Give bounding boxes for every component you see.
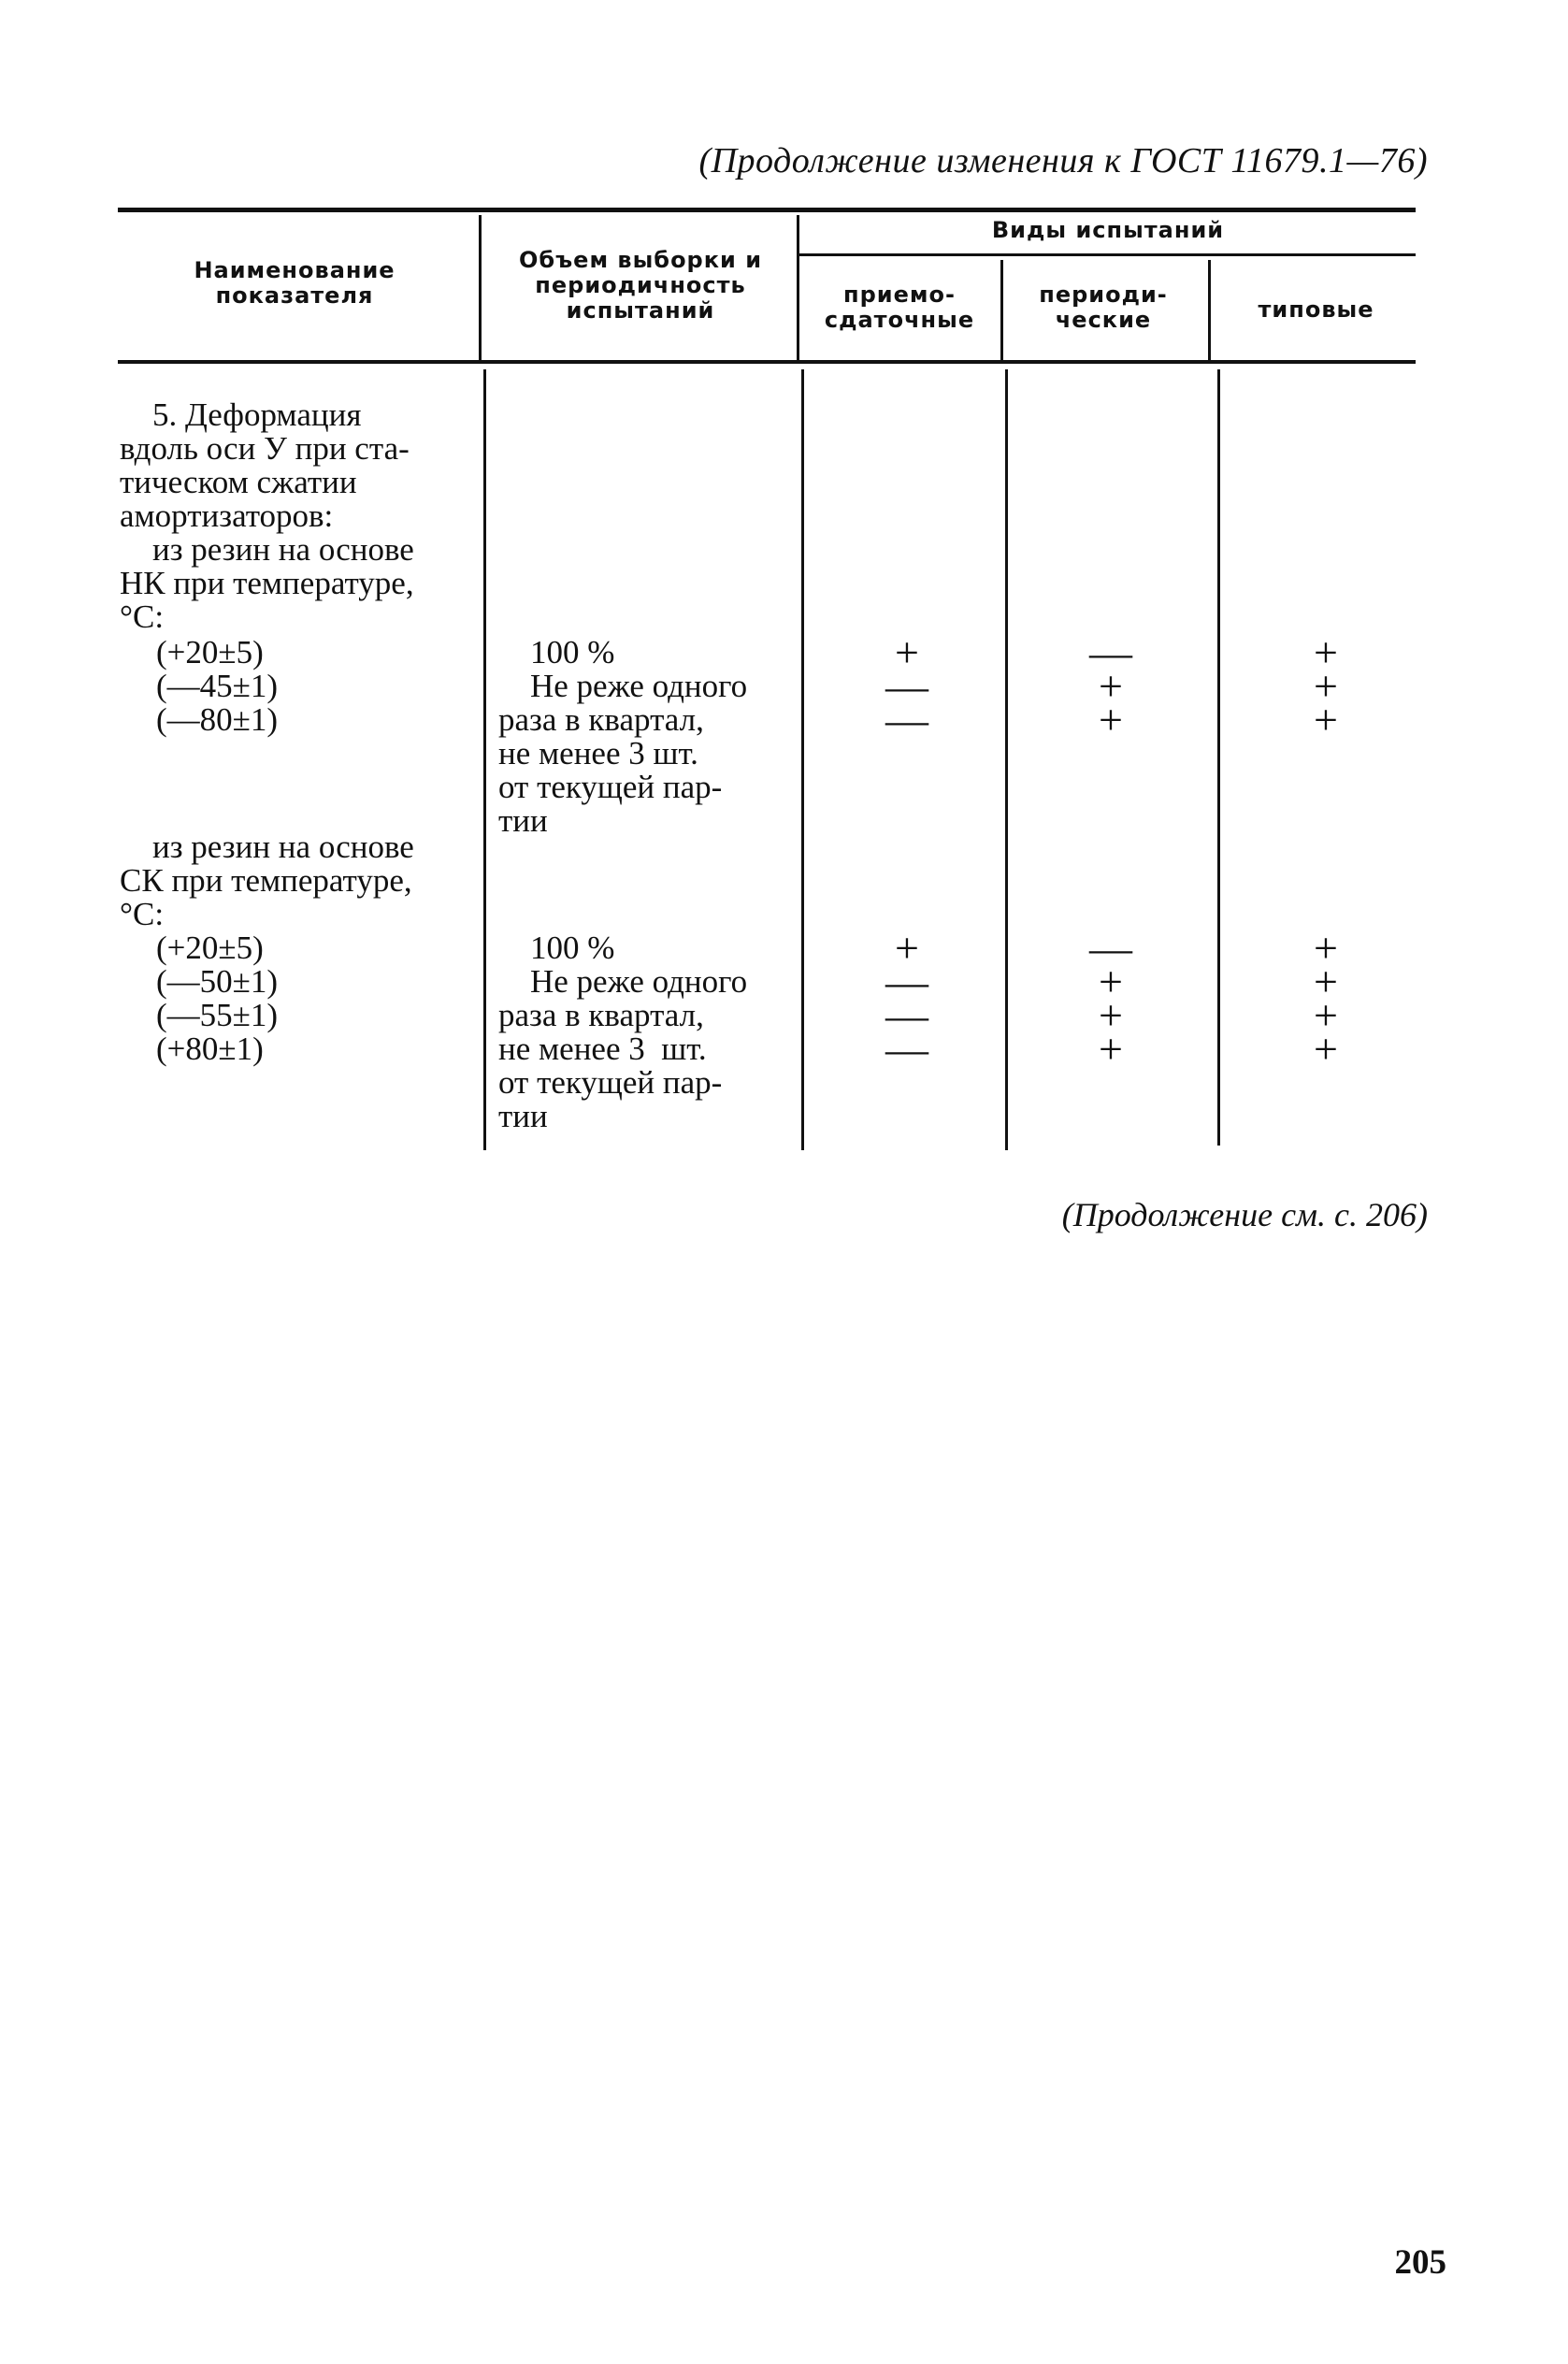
group1-label-line-3: °C:	[120, 598, 165, 635]
group2-type-2: +	[1314, 958, 1338, 1005]
group2-sample-1: 100 %	[530, 930, 615, 966]
group2-label-line-3: °C:	[120, 896, 165, 932]
group1-periodic-2: +	[1099, 662, 1123, 710]
group2-type-3: +	[1314, 991, 1338, 1039]
group1-label-line-1: из резин на основе	[152, 531, 414, 568]
group1-acceptance-3: —	[885, 696, 928, 743]
body-divider-3	[1005, 369, 1008, 1150]
group2-sample-4: не менее 3 шт.	[498, 1031, 707, 1067]
group2-periodic-3: +	[1099, 991, 1123, 1039]
col-header-tests-group: Виды испытаний	[991, 217, 1225, 243]
group2-periodic-2: +	[1099, 958, 1123, 1005]
group2-temp-1: (+20±5)	[156, 930, 264, 966]
col-header-acceptance: приемо-сдаточные	[824, 281, 975, 333]
row-title-line-4: амортизаторов:	[120, 497, 334, 534]
group1-periodic-1: —	[1089, 628, 1132, 676]
col-divider-2	[797, 215, 799, 360]
group2-sample-5: от текущей пар-	[498, 1064, 723, 1101]
table-top-rule	[118, 208, 1416, 212]
group2-sample-3: раза в квартал,	[498, 997, 704, 1033]
group1-sample-4: не менее 3 шт.	[498, 735, 698, 771]
group1-temp-3: (—80±1)	[156, 701, 279, 738]
group1-type-2: +	[1314, 662, 1338, 710]
header-bottom-rule	[118, 360, 1416, 364]
group2-periodic-4: +	[1099, 1025, 1123, 1073]
col-divider-4	[1208, 260, 1211, 360]
row-title-line-1: 5. Деформация	[152, 396, 362, 433]
row-title-line-2: вдоль оси У при ста-	[120, 430, 410, 467]
group2-label-line-2: СК при температуре,	[120, 862, 412, 899]
group1-acceptance-2: —	[885, 662, 928, 710]
group2-temp-3: (—55±1)	[156, 997, 279, 1033]
group2-type-1: +	[1314, 924, 1338, 972]
group1-sample-6: тии	[498, 802, 548, 839]
group1-sample-3: раза в квартал,	[498, 701, 704, 738]
col-divider-1	[479, 215, 482, 360]
group1-periodic-3: +	[1099, 696, 1123, 743]
group1-temp-1: (+20±5)	[156, 634, 264, 670]
col-header-sample: Объем выборки и периодичность испытаний	[518, 247, 763, 324]
col-header-type: типовые	[1258, 296, 1374, 323]
body-divider-1	[483, 369, 486, 1150]
col-header-periodic: периоди-ческие	[1039, 281, 1168, 333]
group2-type-4: +	[1314, 1025, 1338, 1073]
group2-temp-4: (+80±1)	[156, 1031, 264, 1067]
group1-label-line-2: НК при температуре,	[120, 565, 414, 601]
group2-acceptance-2: —	[885, 958, 928, 1005]
group2-sample-6: тии	[498, 1098, 548, 1134]
group2-periodic-1: —	[1089, 924, 1132, 972]
group1-sample-1: 100 %	[530, 634, 615, 670]
continuation-footer: (Продолжение см. с. 206)	[1061, 1196, 1428, 1233]
group2-sample-2: Не реже одного	[530, 963, 748, 1000]
body-divider-2	[801, 369, 804, 1150]
group2-acceptance-4: —	[885, 1025, 928, 1073]
page-number: 205	[1394, 2243, 1446, 2282]
group2-temp-2: (—50±1)	[156, 963, 279, 1000]
group1-type-3: +	[1314, 696, 1338, 743]
body-divider-4	[1217, 369, 1220, 1146]
group2-label-line-1: из резин на основе	[152, 829, 414, 865]
group1-sample-5: от текущей пар-	[498, 769, 723, 805]
group2-acceptance-1: +	[895, 924, 919, 972]
group2-acceptance-3: —	[885, 991, 928, 1039]
continuation-header: (Продолжение изменения к ГОСТ 11679.1—76)	[698, 141, 1428, 180]
group-subheader-rule	[798, 253, 1416, 256]
group1-type-1: +	[1314, 628, 1338, 676]
group1-sample-2: Не реже одного	[530, 668, 748, 704]
group1-temp-2: (—45±1)	[156, 668, 279, 704]
col-header-name: Наименование показателя	[194, 257, 396, 309]
row-title-line-3: тическом сжатии	[120, 464, 357, 500]
group1-acceptance-1: +	[895, 628, 919, 676]
col-divider-3	[1000, 260, 1003, 360]
